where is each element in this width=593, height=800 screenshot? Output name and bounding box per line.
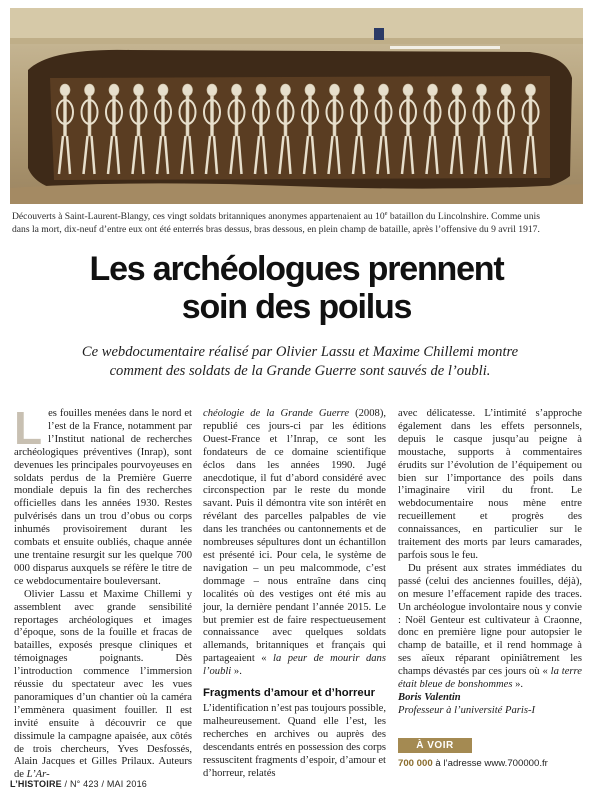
author-title: Professeur à l’université Paris-I — [398, 704, 536, 716]
page-footer — [10, 779, 147, 789]
drop-cap: L — [14, 402, 43, 454]
photo-caption — [12, 207, 584, 236]
caption-line-1: Découverts à Saint-Laurent-Blangy, ces vingt soldats britanniques anonymes appartenaient au 10e bataillon du Lincolnshire. Comme unis — [12, 210, 540, 223]
column-3-paragraph-1: avec délicatesse. L’intimité s’approche également dans les effets personnels, depuis le casque jusqu’au peigne à moustache, supports à commentaires érudits sur l’évolution de l’équipement ou bien sur l’importance des poils dans l’imaginaire viril du front. Le webdocumentaire nous mène entre recueillement et progrès des connaissances, en particulier sur le traitement des morts par leurs camarades, parfois sous le feu. — [398, 408, 582, 561]
section-subhead: Fragments d’amour et d’horreur — [203, 687, 375, 700]
column-3-paragraph-2: Du présent aux strates immédiates du passé (celui des anciennes fouilles, déjà), on mesure l’effacement rapide des traces. Un archéologue involontaire nous y convie : Noël Genteur est cultivateur à Craonne, donc en première ligne pour autopsier le champ de bataille, et il rend hommage à ses aïeux réparant opiniâtrement les champs dévastés par ces jours où « la terre était bleue de bonshommes ». — [398, 562, 582, 691]
article-standfirst — [40, 343, 560, 381]
headline-line-1: Les archéologues prennent — [89, 250, 504, 288]
column-1-paragraph-1: Les fouilles menées dans le nord et l’est de la France, notamment par l’Institut national de recherches archéologiques préventives (Inrap), sont devenues les principales pourvoyeuses en soldats perdus de la Première Guerre mondiale depuis la fin des recherches officielles dans les années 1930. Restes pulvérisés dans un trou d’obus ou corps inhumés provisoirement durant les combats et ensuite oubliés, chaque année une trentaine resurgit sur les quelque 700 000 disparus auxquels se réfère le titre de ce webdocumentaire bouleversant. — [14, 402, 192, 587]
article-column-2 — [203, 408, 386, 780]
excavation-photo — [10, 8, 583, 204]
author-name: Boris Valentin — [398, 691, 461, 703]
article-column-3 — [398, 408, 582, 718]
standfirst-line-1: Ce webdocumentaire réalisé par Olivier Lassu et Maxime Chillemi montre — [81, 344, 519, 360]
issue-info: / N° 423 / MAI 2016 — [61, 779, 147, 789]
excavation-photo-drawing — [10, 8, 583, 204]
column-2-paragraph-1: chéologie de la Grande Guerre (2008), republié ces jours-ci par les éditions Ouest-France et l’Inrap, ce sont les fondateurs de ce domaine scientifique éclos dans les années 1990. Jugé anecdotique, il fut d’abord considéré avec circonspection par le reste du monde savant. Puis il démontra vite son intérêt en révélant des parcelles palpables de vie dans les tranchées ou cantonnements et de nombreuses sépultures dont un échantillon est présenté ici. Pour cela, le système de navigation – un peu malcommode, c’est dommage – nous entraîne dans cinq localités où des vestiges ont été mis au jour, la dernière pendant l’année 2015. Le but premier est de faire respectueusement connaissance avec quelques soldats allemands, britanniques et français qui partageaient « la peur de mourir dans l’oubli ». — [203, 408, 386, 678]
column-2-paragraph-2: L’identification n’est pas toujours possible, malheureusement. Quand elle l’est, les recherches en archives ou auprès des descendants entrés en possession des corps ressuscitent fragments d’espoir, d’amour et d’horreur, relatés — [203, 703, 386, 779]
article-column-1 — [14, 402, 192, 782]
standfirst-line-2: comment des soldats de la Grande Guerre sont sauvés de l’oubli. — [109, 363, 491, 379]
caption-line-2: dans la mort, dix-neuf d’entre eux ont été enterrés bras dessus, bras dessous, en plein champ de bataille, après l’offensive du 9 avril 1917. — [12, 224, 540, 236]
column-1-paragraph-2: Olivier Lassu et Maxime Chillemi y assemblent avec grande sensibilité reportages archéologiques et images d’époque, sons de la fouille et fracas de batailles, exposés presque cliniques et témoignages poignants. Dès l’introduction commence l’immersion réussie du spectateur avec les vues panoramiques d’un chantier où la caméra l’emmènera quasiment fouiller. Il est invité ensuite à découvrir ce que dissimule la campagne apaisée, aux côtés de trois chercheurs, Yves Desfossés, Alain Jacques et Gilles Prilaux. Auteurs de L’Ar- — [14, 588, 192, 781]
a-voir-link[interactable]: 700 000 à l’adresse www.700000.fr — [398, 758, 548, 769]
a-voir-label: À VOIR — [398, 738, 472, 753]
headline-line-2: soin des poilus — [181, 288, 412, 326]
article-headline — [20, 250, 573, 326]
magazine-name: L’HISTOIRE — [10, 779, 62, 789]
